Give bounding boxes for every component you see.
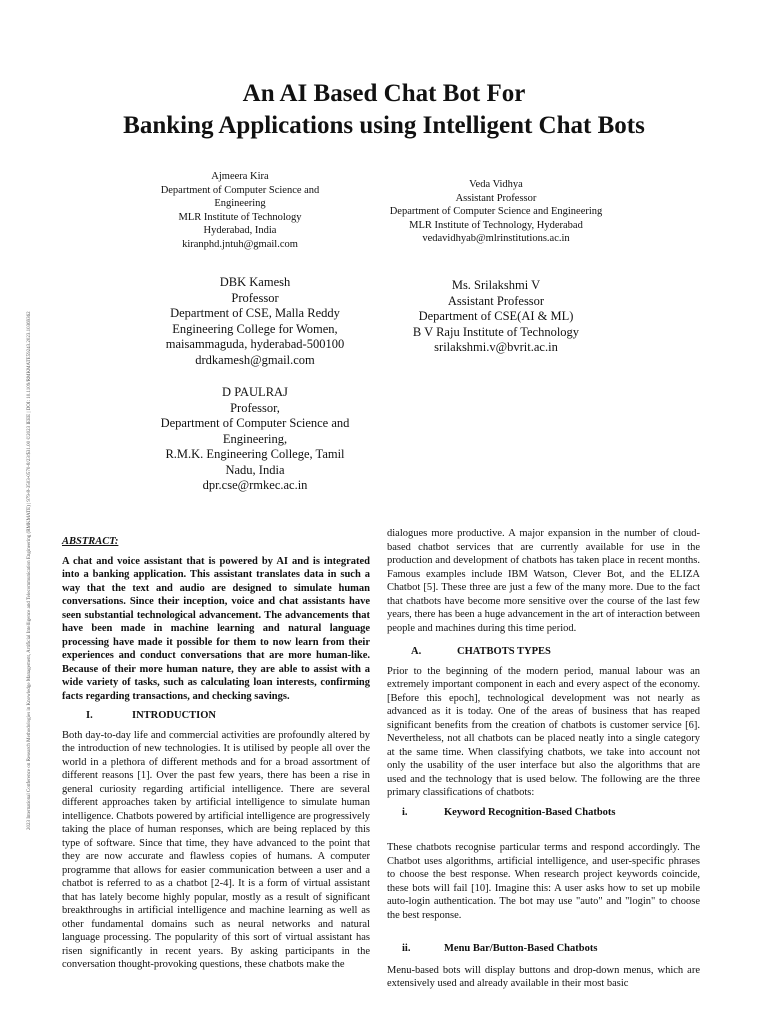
author-affiliation: Department of Computer Science and xyxy=(160,184,320,196)
abstract-body: A chat and voice assistant that is powered by AI and is integrated into a banking application. This assistant translates data in such a way that the text and audio are designed to simulate human conversations. Since their inception, voice and chat assistants have seen substantial technological advancement. The advancements that have been made in machine learning and natural language processing have made it possible for them to now learn from their experiences and conduct conversations that are more human-like. Because of their more human nature, they are able to assist with a wide variety of tasks, such as calculating loan interests, confirming facts regarding transactions, and checking savings. xyxy=(62,555,370,702)
author-affiliation: Engineering, xyxy=(222,431,288,446)
author-affiliation: Department of CSE, Malla Reddy xyxy=(170,306,340,320)
chatbot-types-body: Prior to the beginning of the modern period, manual labour was an extremely important component in each and every aspect of the economy. [Before this epoch], technological development was not nearly as advanced as it is today. One of the areas of business that has reaped significant benefits from the creation of chatbots is customer service [6]. Nevertheless, not all chatbots can be placed neatly into a single category at the same time. When classifying chatbots, we take into account not only the usability of the user interface but also the algorithms that are used and the technology that is used below. The following are the three primary classifications of chatbots: xyxy=(387,665,700,798)
margin-note-text: 2023 International Conference on Research Methodologies in Knowledge Management, Artificial Intelligence and Telecommunication Engineering (RMKMATE) | 979-8-3503-0570-8/23/$31.00 ©2023 IEEE | DOI: 10.1109/RMKMATE59243.2023.10369362 xyxy=(27,311,32,830)
author-affiliation: maisammaguda, hyderabad-500100 xyxy=(165,337,345,351)
right-column xyxy=(387,527,700,991)
subsection-heading-keyword xyxy=(387,806,700,820)
section-number: I. xyxy=(86,710,93,721)
author-name: Veda Vidhya xyxy=(469,179,523,190)
subsection-title: Keyword Recognition-Based Chatbots xyxy=(444,806,616,818)
author-affiliation: Department of Computer Science and Engineering xyxy=(389,206,603,217)
author-affiliation: Professor, xyxy=(230,400,280,415)
menu-body: Menu-based bots will display buttons and drop-down menus, which are extensively used and already available in their most basic xyxy=(387,964,700,989)
introduction-body: Both day-to-day life and commercial activities are profoundly altered by the introduction of new technologies. It is utilised by people all over the world in a plethora of different methods and for a broad assortment of different reasons [1]. Over the past few years, there has been a rise in general curiosity regarding artificial intelligence. There are several different approaches taken by artificial intelligence to simulate human intelligence. Chatbots powered by artificial intelligence are progressively taking the place of human responses, which are being replaced by this type of software. Since that time, they have advanced to the point that they are now accurate and flawless copies of humans. A computer programme that allows for easier communication between a user and a chatbot is referred to as a chatbot [2-4]. It is a form of virtual assistant that has lately become highly popular, mostly as a result of significant breakthroughs in artificial intelligence and machine learning as well as other fundamental domains such as neural networks and natural language processing. The popularity of this sort of virtual assistant has risen significantly in recent years. By asking participants in the conversation thought-provoking questions, these chatbots make the xyxy=(62,729,370,970)
author-affiliation: B V Raju Institute of Technology xyxy=(412,324,580,339)
introduction-continued: dialogues more productive. A major expansion in the number of cloud-based chatbot services that are currently available for use in the production and development of chatbots has taken place in recent months. Famous examples include IBM Watson, Clever Bot, and the ELIZA Chatbot [5]. These three are just a few of the many more. Due to the fact that chatbots have become more sensitive over the course of the last few years, there has been a huge advancement in the art of interaction between people and machines during this time period. xyxy=(387,528,700,634)
author-affiliation: Nadu, India xyxy=(225,462,285,477)
author-affiliation: Hyderabad, India xyxy=(203,225,277,236)
author-email: kiranphd.jntuh@gmail.com xyxy=(182,238,298,250)
author-block xyxy=(140,170,340,251)
author-block xyxy=(370,178,622,246)
left-column xyxy=(62,535,370,972)
title-line-2: Banking Applications using Intelligent Chat Bots xyxy=(123,112,645,139)
author-name: D PAULRAJ xyxy=(222,385,288,399)
margin-note xyxy=(14,180,32,830)
author-affiliation: Department of Computer Science and xyxy=(160,416,350,430)
author-affiliation: Department of CSE(AI & ML) xyxy=(418,309,574,323)
author-name: Ms. Srilakshmi V xyxy=(451,278,541,292)
keyword-body: These chatbots recognise particular terms and respond accordingly. The Chatbot uses algorithms, artificial intelligence, and user-specific phrases to choose the best response. When research project keywords coincide, these bots will fail [10]. Imagine this: A user asks how to set up mobile auto-login authentication. The bot may use "auto" and "login" to choose the best response. xyxy=(387,842,700,921)
author-name: Ajmeera Kira xyxy=(211,171,269,182)
section-heading-introduction xyxy=(62,709,370,723)
author-affiliation: Engineering xyxy=(214,198,266,209)
section-number: A. xyxy=(411,646,422,657)
section-title: CHATBOTS TYPES xyxy=(457,646,551,657)
author-email: dpr.cse@rmkec.ac.in xyxy=(202,478,308,492)
author-email: srilakshmi.v@bvrit.ac.in xyxy=(434,340,558,354)
author-email: vedavidhyab@mlrinstitutions.ac.in xyxy=(422,233,570,244)
subsection-number: ii. xyxy=(402,943,411,954)
author-affiliation: Professor xyxy=(231,290,279,305)
author-affiliation: Assistant Professor xyxy=(455,192,537,204)
author-block xyxy=(140,275,370,368)
section-title: INTRODUCTION xyxy=(132,710,217,721)
section-heading-chatbot-types xyxy=(387,645,700,659)
title-line-1: An AI Based Chat Bot For xyxy=(242,80,526,107)
abstract-heading: ABSTRACT: xyxy=(62,536,119,547)
author-affiliation: MLR Institute of Technology, Hyderabad xyxy=(409,219,583,231)
author-affiliation: Engineering College for Women, xyxy=(172,321,338,336)
author-name: DBK Kamesh xyxy=(219,275,291,289)
author-block xyxy=(380,278,612,356)
author-affiliation: MLR Institute of Technology xyxy=(178,211,302,223)
subsection-number: i. xyxy=(402,806,408,818)
subsection-heading-menu xyxy=(387,942,700,956)
author-email: drdkamesh@gmail.com xyxy=(195,352,315,367)
author-block xyxy=(130,385,380,494)
author-affiliation: Assistant Professor xyxy=(447,293,545,308)
paper-title xyxy=(40,78,728,142)
subsection-title: Menu Bar/Button-Based Chatbots xyxy=(444,943,598,954)
author-affiliation: R.M.K. Engineering College, Tamil xyxy=(165,447,345,461)
